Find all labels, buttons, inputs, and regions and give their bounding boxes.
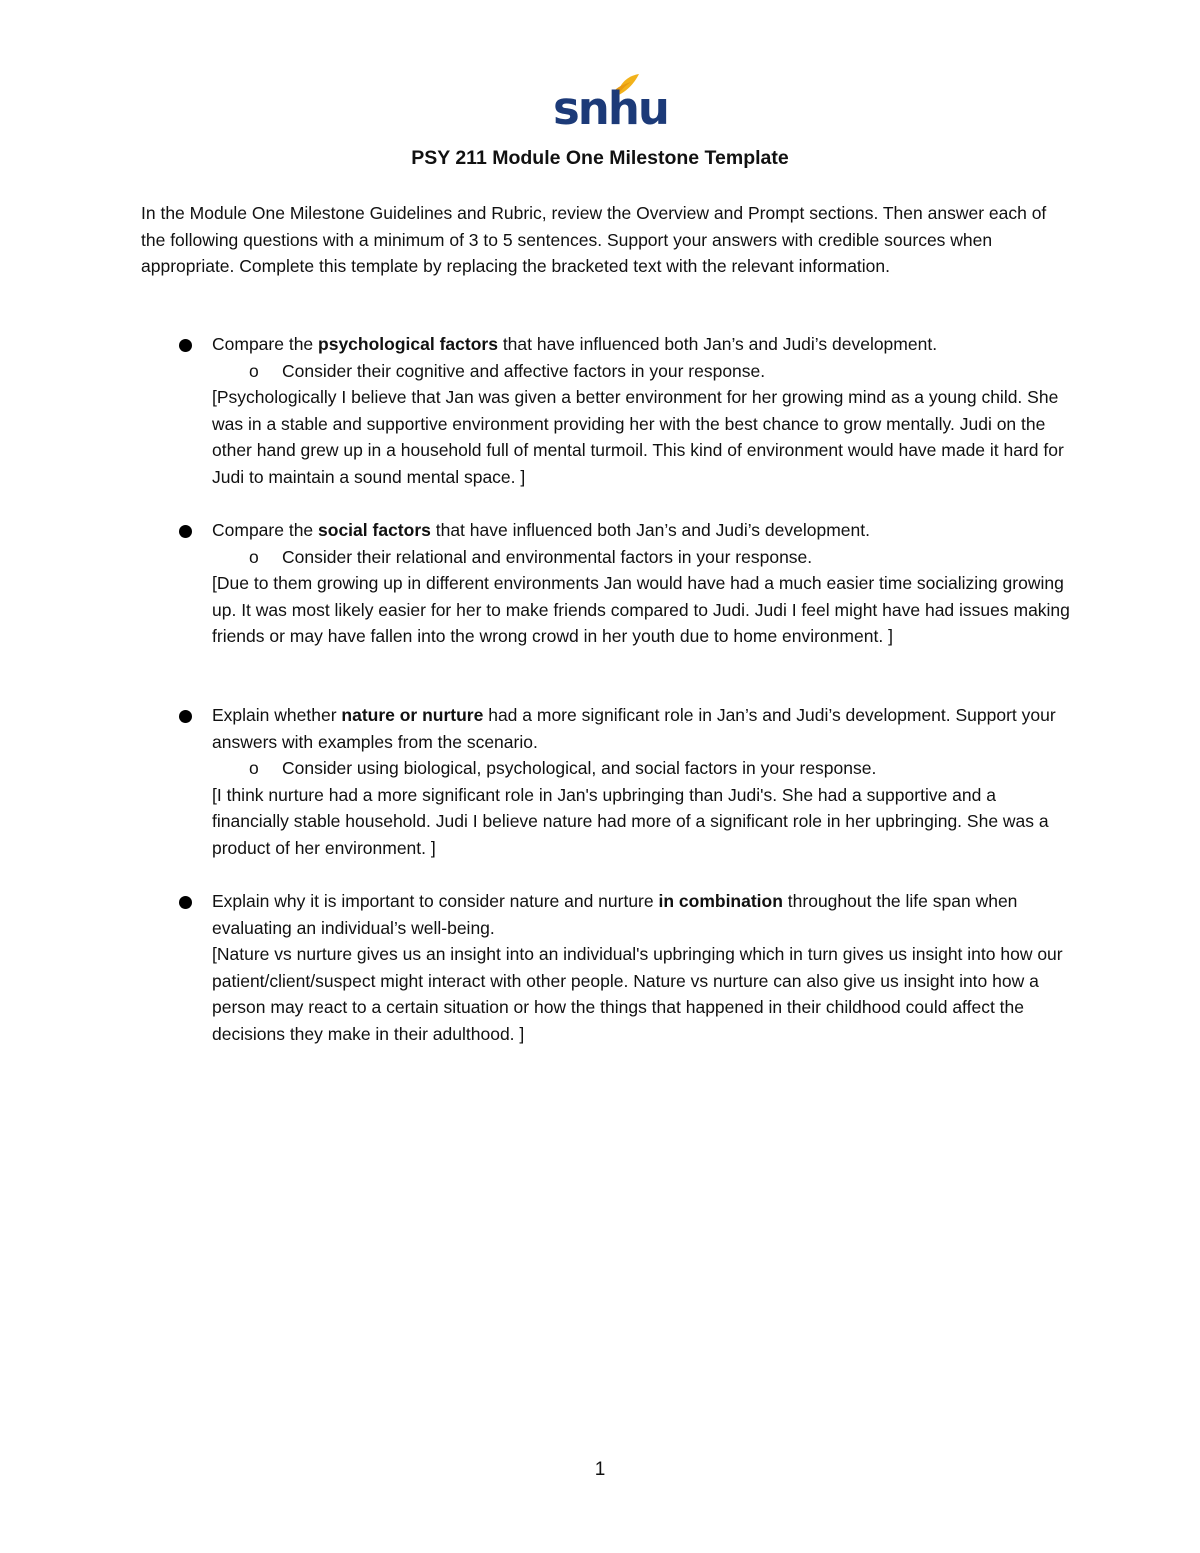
answer-text: [Psychologically I believe that Jan was given a better environment for her growing mind as a young child. She was in a stable and supportive environment providing her with the best chance to grow mentally. Judi on the other hand grew up in a household full of mental turmoil. This kind of environment would have made it hard for Judi to maintain a sound mental space. ] (212, 387, 1064, 487)
question-item (141, 331, 1071, 490)
bullet-icon (179, 710, 192, 723)
question-item (141, 517, 1071, 650)
question-subpoint: o Consider using biological, psychological, and social factors in your response. (141, 755, 1071, 782)
question-prompt: Compare the social factors that have influenced both Jan’s and Judi’s development. (141, 517, 1071, 544)
question-prompt: Explain whether nature or nurture had a more significant role in Jan’s and Judi’s development. Support your answers with examples from the scenario. (141, 702, 1071, 755)
answer-text: [Nature vs nurture gives us an insight into an individual's upbringing which in turn gives us insight into how our patient/client/suspect might interact with other people. Nature vs nurture can also give us insight into how a person may react to a certain situation or how the things that happened in their childhood could affect the decisions they make in their adulthood. ] (212, 944, 1063, 1044)
bullet-icon (179, 339, 192, 352)
snhu-logo (553, 72, 668, 136)
question-subpoint: o Consider their relational and environmental factors in your response. (141, 544, 1071, 571)
question-prompt: Compare the psychological factors that have influenced both Jan’s and Judi’s development. (141, 331, 1071, 358)
answer-text: [I think nurture had a more significant role in Jan's upbringing than Judi's. She had a supportive and a financially stable household. Judi I believe nature had more of a significant role in her upbringing. She was a product of her environment. ] (212, 784, 1049, 858)
bullet-icon (179, 525, 192, 538)
page-title: PSY 211 Module One Milestone Template (411, 147, 789, 169)
answer-text: [Due to them growing up in different environments Jan would have had a much easier time socializing growing up. It was most likely easier for her to make friends compared to Judi. Judi I feel might have had issues making friends or may have fallen into the wrong crowd in her youth due to home environment. ] (212, 573, 1070, 646)
sub-bullet-icon: o (249, 758, 259, 778)
question-prompt: Explain why it is important to consider nature and nurture in combination throughout the life span when evaluating an individual’s well-being. (141, 888, 1071, 941)
question-item (141, 702, 1071, 861)
page-number: 1 (594, 1459, 606, 1480)
logo-wordmark: snhu (553, 82, 668, 135)
sub-bullet-icon: o (249, 360, 259, 381)
sub-bullet-icon: o (249, 546, 259, 567)
question-item (141, 888, 1071, 1047)
bullet-icon (179, 896, 192, 909)
question-subpoint: o Consider their cognitive and affective factors in your response. (141, 358, 1071, 385)
intro-paragraph: In the Module One Milestone Guidelines and Rubric, review the Overview and Prompt sections. Then answer each of the following questions with a minimum of 3 to 5 sentences. Support your answers with credible sources when appropriate. Complete this template by replacing the bracketed text with the relevant information. (141, 203, 1047, 276)
